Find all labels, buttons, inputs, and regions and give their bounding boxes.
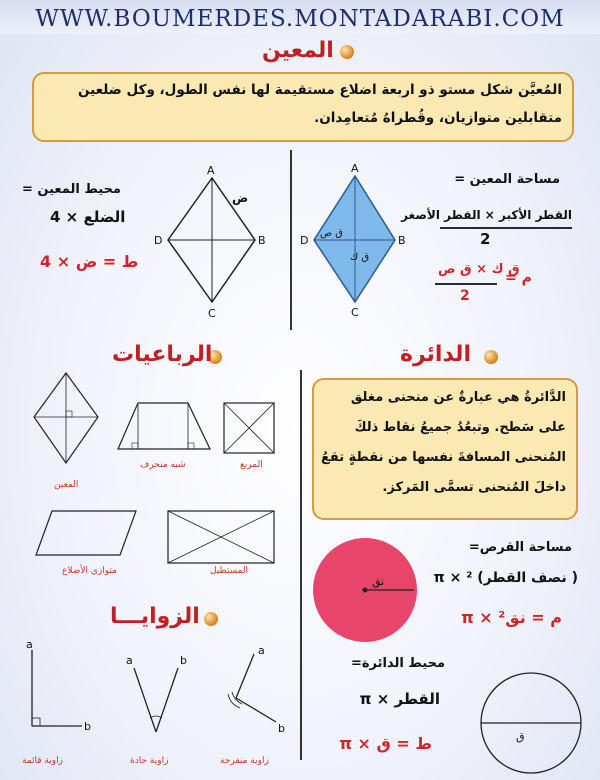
perimeter-symbol: ط = ض × 4 [40,252,139,271]
quadrilaterals-title: الرباعيات [112,342,213,367]
circle-definition-box [312,378,578,520]
circle-def-line: داخلَ المُنحنى تسمَّى المَركز. [382,480,566,495]
angles-title: الزوايـــا [110,604,200,629]
vertical-divider [300,370,302,760]
svg-text:b: b [84,720,91,733]
rhombus-area-diagram [300,160,415,320]
label-rectangle: المستطيل [210,566,249,576]
circle-def-line: على سَطح. وتبعُدُ جميعُ نقاط ذلكَ [354,420,566,435]
disk-diagram [310,535,420,645]
label-square: المربع [240,460,263,470]
vertex-c: C [351,306,359,319]
diag-small-label: ق ص [320,228,344,239]
diameter-label: ق [516,730,525,743]
vertical-divider [290,150,292,330]
svg-text:b: b [278,722,285,735]
area-diag-big: القطر الأكبر [499,208,572,222]
circle-def-line: الدَّائرةُ هي عبارةٌ عن منحنى مغلق [350,390,566,405]
label-rhombus: المعين [54,480,79,490]
fraction-bar [440,227,572,229]
vertex-a: A [351,162,359,175]
svg-text:a: a [26,640,33,651]
rhombus-definition-box [32,72,574,142]
vertex-b: B [258,234,266,247]
bullet-icon [484,350,498,364]
rhombus-title: المعين [262,38,334,63]
circle-title: الدائرة [400,342,471,367]
rhombus-outline-diagram [140,160,285,325]
circle-diagram [476,668,586,778]
svg-text:a: a [258,644,265,657]
label-right-angle: زاوية قائمة [22,756,63,766]
vertex-b: B [398,234,406,247]
area-denominator: 2 [480,230,491,248]
angles-diagrams [14,640,294,740]
area-label: مساحة المعين = [454,172,560,187]
perimeter-formula: الضلع × 4 [50,208,126,226]
disk-area-label: مساحة القرص= [468,540,572,555]
area-diag-small: القطر الأصغر [401,208,481,222]
bullet-icon [340,45,354,59]
radius-label: نق [372,575,385,588]
disk-area-formula: ( نصف القطر) ² × π [433,570,578,586]
circumference-label: محيط الدائرة= [350,656,445,671]
area-symbol-num: ق ك × ق ص [438,262,520,277]
vertex-c: C [208,307,216,320]
svg-text:a: a [126,654,133,667]
label-parallelogram: متوازي الأضلاع [62,566,117,576]
times-sign: × [484,208,495,222]
perimeter-label: محيط المعين = [22,182,121,197]
area-numerator [401,208,572,222]
vertex-a: A [207,164,215,177]
diag-big-label: ق ك [350,252,370,263]
circle-def-line: المُنحنى المسافةَ نفسها من نقطةٍ تقعُ [321,450,566,465]
fraction-bar [435,283,497,285]
svg-text:b: b [180,654,187,667]
rhombus-definition-line1: المُعيَّن شكل مستو ذو اربعة اضلاع مستقيمة لها نفس الطول، وكل ضلعين [78,82,562,98]
circumference-formula: القطر × π [359,690,440,708]
label-trapezoid: شبه منحرف [140,460,186,470]
site-url: WWW.BOUMERDES.MONTADARABI.COM [35,6,565,32]
circumference-symbol: ط = ق × π [339,734,432,753]
quadrilaterals-diagrams [28,365,298,590]
side-label: ض [232,191,249,205]
vertex-d: D [154,234,163,247]
disk-area-symbol: م = نق² × π [461,608,562,627]
bullet-icon [204,612,218,626]
area-symbol-den: 2 [460,288,470,304]
label-obtuse-angle: زاوية منفرجة [220,756,269,766]
area-symbol-lhs: م = [505,270,532,286]
rhombus-definition-line2: متقابلين متوازيان، وقُطراهُ مُتعامِدان. [314,110,562,126]
vertex-d: D [300,234,309,247]
label-acute-angle: زاوية حادة [130,756,169,766]
